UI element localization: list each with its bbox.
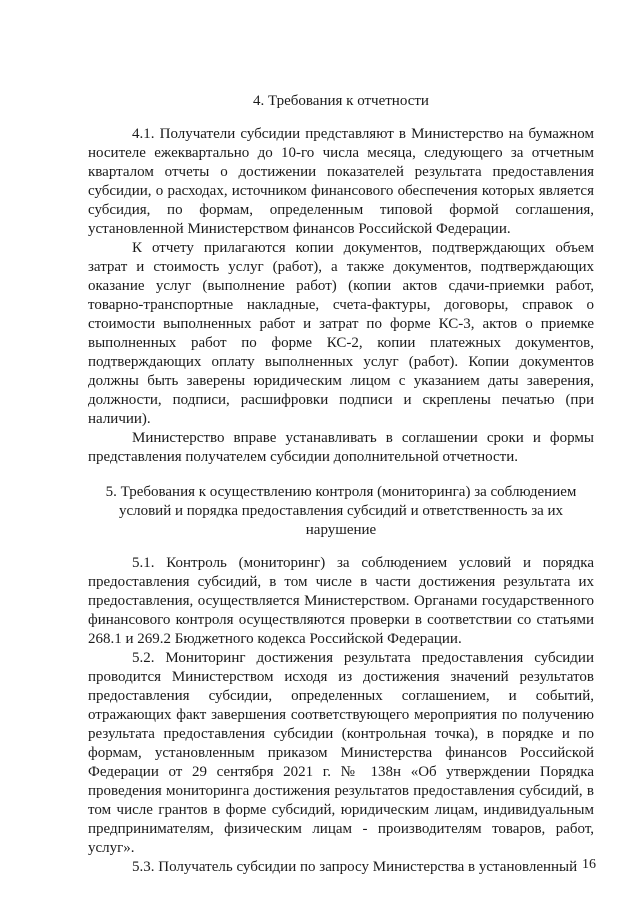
page-number: 16 (582, 857, 596, 872)
section-4-paragraph-3: Министерство вправе устанавливать в соглашении сроки и формы представления получателем субсидии дополнительной отчетности. (88, 430, 594, 465)
section-5-title: 5. Требования к осуществлению контроля (мониторинга) за соблюдением условий и порядка предоставления субсидий и ответственность за их нарушение (105, 484, 577, 538)
section-4-title: 4. Требования к отчетности (253, 93, 429, 109)
section-5-paragraph-3: 5.3. Получатель субсидии по запросу Министерства в установленный (132, 859, 578, 875)
section-5-paragraph-1: 5.1. Контроль (мониторинг) за соблюдением условий и порядка предоставления субсидий, в том числе в части достижения результата их предоставления, осуществляется Министерством. Органами государственного финансового контроля осуществляются проверки в соответствии со статьями 268.1 и 269.2 Бюджетного кодекса Российской Федерации. (88, 555, 594, 647)
section-4-paragraph-2: К отчету прилагаются копии документов, подтверждающих объем затрат и стоимость услуг (работ), а также документов, подтверждающих оказание услуг (выполнение работ) (копии актов сдачи-приемки работ, товарно-транспортные накладные, счета-фактуры, договоры, справок о стоимости выполненных работ и затрат по форме КС-3, актов о приемке выполненных работ по форме КС-2, копии платежных документов, подтверждающих оплату выполненных услуг (работ). Копии документов должны быть заверены юридическим лицом с указанием даты заверения, должности, подписи, расшифровки подписи и скреплены печатью (при наличии). (88, 240, 594, 427)
document-page (88, 92, 594, 877)
section-5-paragraph-2: 5.2. Мониторинг достижения результата предоставления субсидии проводится Министерством исходя из достижения значений результатов предоставления субсидии, определенных соглашением, и событий, отражающих факт завершения соответствующего мероприятия по получению результата предоставления субсидии (контрольная точка), в порядке и по формам, установленным приказом Министерства финансов Российской Федерации от 29 сентября 2021 г. № 138н «Об утверждении Порядка проведения мониторинга достижения результатов предоставления субсидий, в том числе грантов в форме субсидий, юридическим лицам, индивидуальным предпринимателям, физическим лицам - производителям товаров, работ, услуг». (88, 650, 594, 856)
section-4-paragraph-1: 4.1. Получатели субсидии представляют в Министерство на бумажном носителе ежеквартально до 10-го числа месяца, следующего за отчетным кварталом отчеты о достижении показателей результата предоставления субсидии, о расходах, источником финансового обеспечения которых является субсидия, по формам, определенным типовой формой соглашения, установленной Министерством финансов Российской Федерации. (88, 126, 594, 237)
